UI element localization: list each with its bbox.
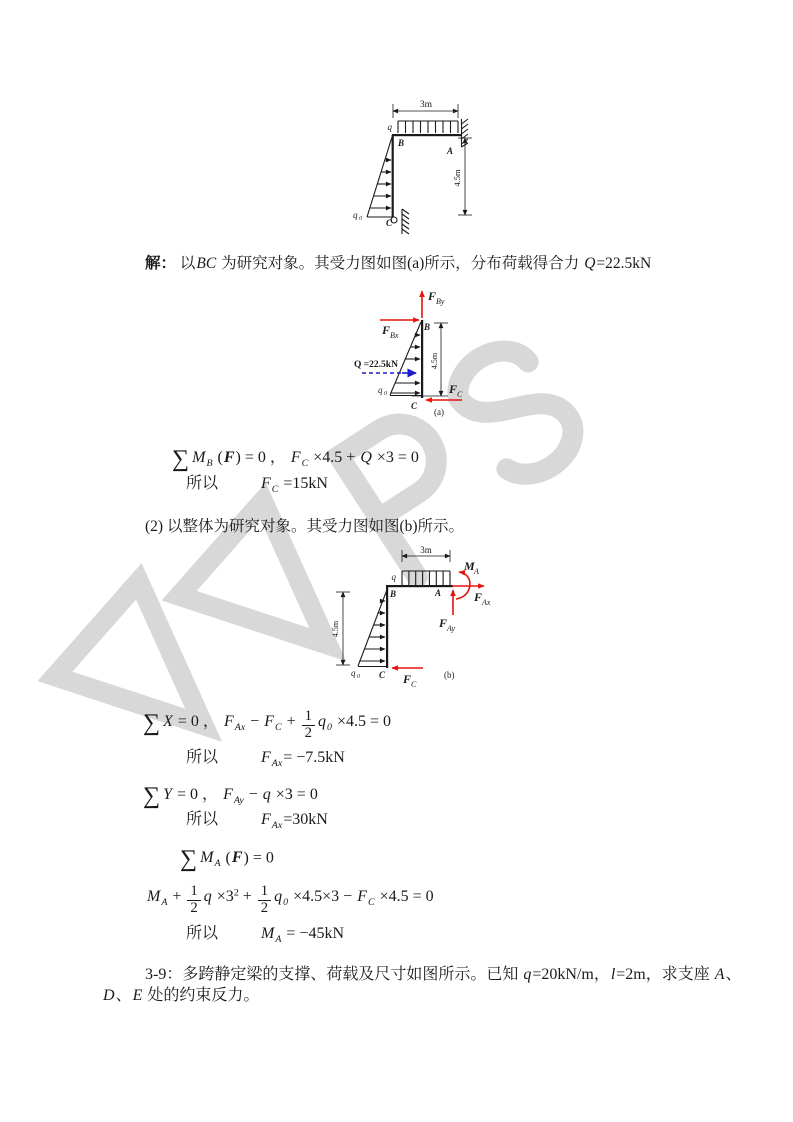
solution-intro-line: 解： 以BC 为研究对象。其受力图如图(a)所示，分布荷载得合力 Q=22.5kN	[145, 255, 652, 272]
figure-fbd-b	[326, 545, 516, 693]
triangular-load-q0	[367, 137, 392, 217]
load-q0-subscript: 0	[384, 391, 387, 397]
force-FC-label: F	[403, 672, 412, 686]
equation-sum-X: ∑ X = 0 ， $F_{Ax} - F_C$ + $\frac{1}{2}$ $q_0 \times 4.5 = 0$	[143, 708, 391, 741]
problem-3-9-line2: D、E 处的约束反力。	[103, 987, 260, 1004]
column-BC	[386, 587, 388, 668]
therefore-label: 所以	[186, 475, 219, 492]
figure-a-caption: (a)	[434, 407, 444, 417]
dimension-4p5m-label: 4.5m	[452, 169, 462, 187]
node-B-label: B	[424, 322, 431, 332]
load-q0-label: q	[378, 385, 383, 395]
figure-fbd-a	[350, 283, 515, 425]
load-q0-label: q	[353, 210, 358, 220]
force-FC-subscript: C	[457, 390, 463, 399]
load-q-label: q	[387, 122, 392, 132]
dimension-3m-label: 3m	[420, 545, 432, 555]
result-MA-value: $M_A = -45kN$	[261, 925, 345, 945]
node-C-label: C	[386, 218, 393, 228]
force-FBx-subscript: Bx	[390, 331, 399, 340]
node-C-label: C	[411, 401, 418, 411]
result-FAx-value: $F_{Ax}= -7.5kN$	[261, 749, 345, 769]
equation-sum-moment-B: ∑ $M_B$ (F) = 0 ， $F_C \times 4.5 + Q \times 3 = 0$	[172, 445, 419, 472]
distributed-load-q	[398, 121, 458, 133]
dimension-4p5m-label: 4.5m	[331, 620, 340, 638]
figure-frame-structure	[348, 90, 508, 242]
therefore-label: 所以	[186, 749, 219, 766]
node-B-label: B	[398, 138, 405, 148]
force-FBy-subscript: By	[436, 297, 445, 306]
problem-3-9-line1: 3-9：多跨静定梁的支撑、荷载及尺寸如图所示。已知 q=20kN/m，l=2m，求支座 A、	[145, 966, 742, 983]
node-A-label: A	[447, 146, 454, 156]
load-q-label: q	[391, 572, 396, 582]
therefore-label: 所以	[186, 925, 219, 942]
force-FC-label: F	[449, 382, 458, 396]
therefore-label: 所以	[186, 811, 219, 828]
equation-moment-A-expanded: $M_A$ + $\frac{1}{2}$ $q \times 3^2$ + $\frac{1}{2}$ $q_0 \times 4.5\times 3 - F_C \times 4.5 = 0$	[147, 883, 434, 916]
moment-MA-subscript: A	[474, 567, 479, 576]
load-q0-label: q	[351, 668, 356, 678]
beam-BA	[386, 585, 453, 587]
result-FC-value: $F_C =15kN$	[261, 475, 328, 495]
force-FBy-label: F	[428, 289, 437, 303]
force-FAy-label: F	[439, 616, 448, 630]
dimension-4p5m-label: 4.5m	[430, 352, 439, 370]
equation-sum-Y: ∑ Y = 0 ， $F_{Ay} - q \times 3 = 0$	[143, 782, 318, 809]
load-q0-subscript: 0	[357, 674, 360, 680]
dimension-3m-label: 3m	[419, 100, 433, 110]
result-MA-line	[186, 920, 344, 945]
beam-BA	[392, 134, 462, 136]
moment-MA-label: M	[464, 559, 475, 573]
node-C-label: C	[379, 670, 386, 680]
node-A-label: A	[435, 588, 442, 598]
force-FBx-label: F	[382, 323, 391, 337]
distributed-load-q	[402, 571, 450, 585]
result-FAx-line	[186, 744, 345, 769]
triangular-load-q0	[358, 591, 387, 667]
result-FAy-line	[186, 806, 328, 831]
force-FC-subscript: C	[411, 680, 417, 689]
node-B-label: B	[390, 589, 397, 599]
member-BC	[421, 320, 423, 398]
resultant-Q-label: Q =22.5kN	[354, 360, 398, 370]
result-FAy-value: $F_{Ax}=30kN$	[261, 811, 328, 831]
force-FAx-subscript: Ax	[482, 598, 491, 607]
part2-intro-line: (2) 以整体为研究对象。其受力图如图(b)所示。	[145, 518, 465, 535]
equation-sum-moment-A: ∑ $M_A$ (F) = 0	[180, 846, 274, 872]
column-BC	[392, 135, 394, 217]
result-FC-line	[186, 470, 328, 495]
figure-b-caption: (b)	[444, 670, 455, 680]
load-q0-subscript: 0	[359, 216, 362, 222]
support-wall-C	[402, 209, 409, 234]
force-FAy-subscript: Ay	[447, 624, 455, 633]
force-FAx-label: F	[474, 590, 483, 604]
